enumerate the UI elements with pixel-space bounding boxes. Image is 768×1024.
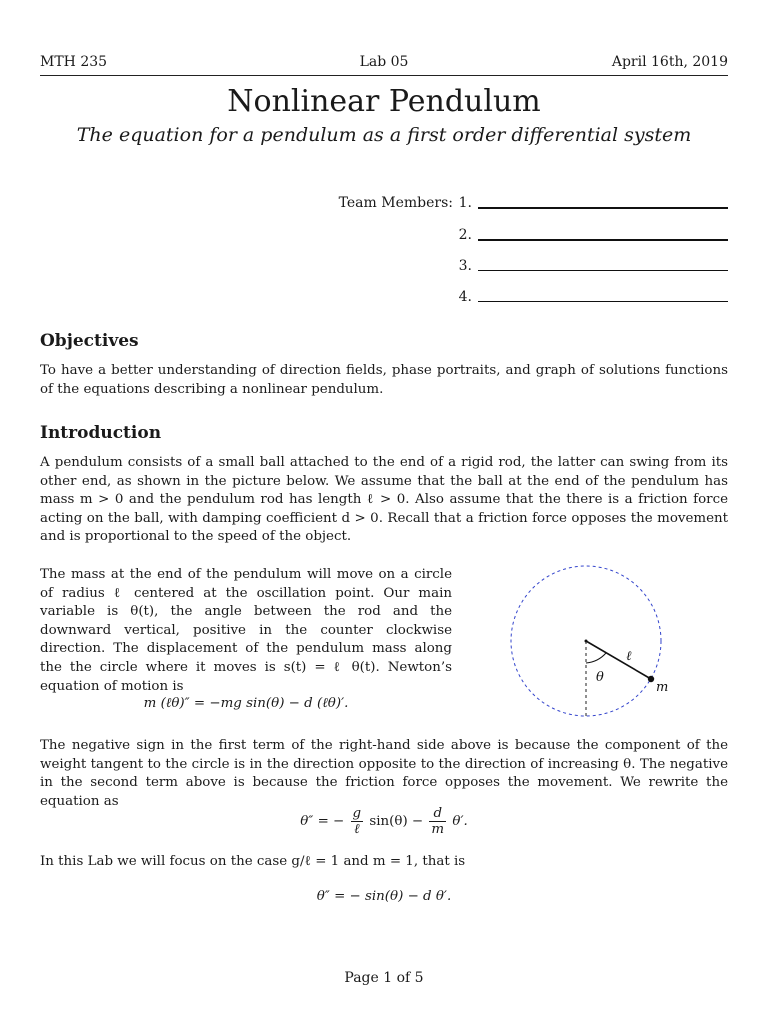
team-member-number-2: 2. xyxy=(458,227,472,243)
team-member-line-4[interactable] xyxy=(478,301,728,302)
header-rule xyxy=(40,75,728,76)
introduction-paragraph-2: The mass at the end of the pendulum will move on a circle of radius ℓ centered at the oscillation point. Our main variable is θ(t), the angle between the rod and the downward vertical, positive in the counter clockwise direction. The displacement of the pendulum mass along the the circle where it moves is s(t) = ℓ θ(t). Newton’s equation of motion is xyxy=(40,567,452,694)
equation-lhs: θ″ = − xyxy=(300,814,345,829)
rewritten-equation xyxy=(0,806,768,837)
fraction-numerator: d xyxy=(429,806,446,822)
mass-label: m xyxy=(656,680,669,695)
team-member-line-3[interactable] xyxy=(478,270,728,271)
fraction-denominator: m xyxy=(431,822,445,837)
rod-length-label: ℓ xyxy=(626,649,632,664)
pendulum-diagram xyxy=(506,562,669,722)
objectives-text: To have a better understanding of direction fields, phase portraits, and graph of solutions functions of the equations describing a nonlinear pendulum. xyxy=(40,363,728,397)
fraction-denominator: ℓ xyxy=(354,822,360,837)
team-member-line-2[interactable] xyxy=(478,239,728,241)
fraction-d-over-m xyxy=(429,806,446,837)
angle-arc xyxy=(586,653,606,663)
introduction-heading: Introduction xyxy=(40,423,162,443)
team-member-number-3: 3. xyxy=(458,258,472,274)
pendulum-mass xyxy=(648,676,654,682)
introduction-paragraph-4: In this Lab we will focus on the case g/ℓ = 1 and m = 1, that is xyxy=(40,854,466,869)
page-subtitle: The equation for a pendulum as a first order differential system xyxy=(76,124,692,146)
equation-middle: sin(θ) − xyxy=(369,814,424,829)
pendulum-pivot xyxy=(585,640,588,643)
team-member-number-4: 4. xyxy=(458,289,472,305)
newton-equation: m (ℓθ)″ = −mg sin(θ) − d (ℓθ)′. xyxy=(143,696,349,711)
introduction-paragraph-1: A pendulum consists of a small ball attached to the end of a rigid rod, the latter can swing from its other end, as shown in the picture below. We assume that the ball at the end of the pendulum has mass m > 0 and the pendulum rod has length ℓ > 0. Also assume that the there is a friction force acting on the ball, with damping coefficient d > 0. Recall that a friction force opposes the movement and is proportional to the speed of the object. xyxy=(40,455,728,545)
objectives-heading: Objectives xyxy=(40,331,139,351)
fraction-numerator: g xyxy=(352,806,362,821)
team-member-number-1: 1. xyxy=(458,195,472,211)
equation-end: θ′. xyxy=(452,814,468,829)
header-date: April 16th, 2019 xyxy=(611,54,728,70)
team-members-label: Team Members: xyxy=(338,195,453,211)
team-member-line-1[interactable] xyxy=(478,207,728,209)
fraction-g-over-l xyxy=(351,806,364,837)
header-lab: Lab 05 xyxy=(359,54,409,70)
page-title: Nonlinear Pendulum xyxy=(227,84,541,119)
introduction-paragraph-3: The negative sign in the first term of the right-hand side above is because the component of the weight tangent to the circle is in the direction opposite to the direction of increasing θ. The negative in the second term above is because the friction force opposes the movement. We rewrite the equation as xyxy=(40,738,728,809)
page-footer: Page 1 of 5 xyxy=(344,970,424,986)
angle-label: θ xyxy=(596,670,604,685)
simplified-equation: θ″ = − sin(θ) − d θ′. xyxy=(316,889,452,904)
header-course: MTH 235 xyxy=(40,54,108,70)
